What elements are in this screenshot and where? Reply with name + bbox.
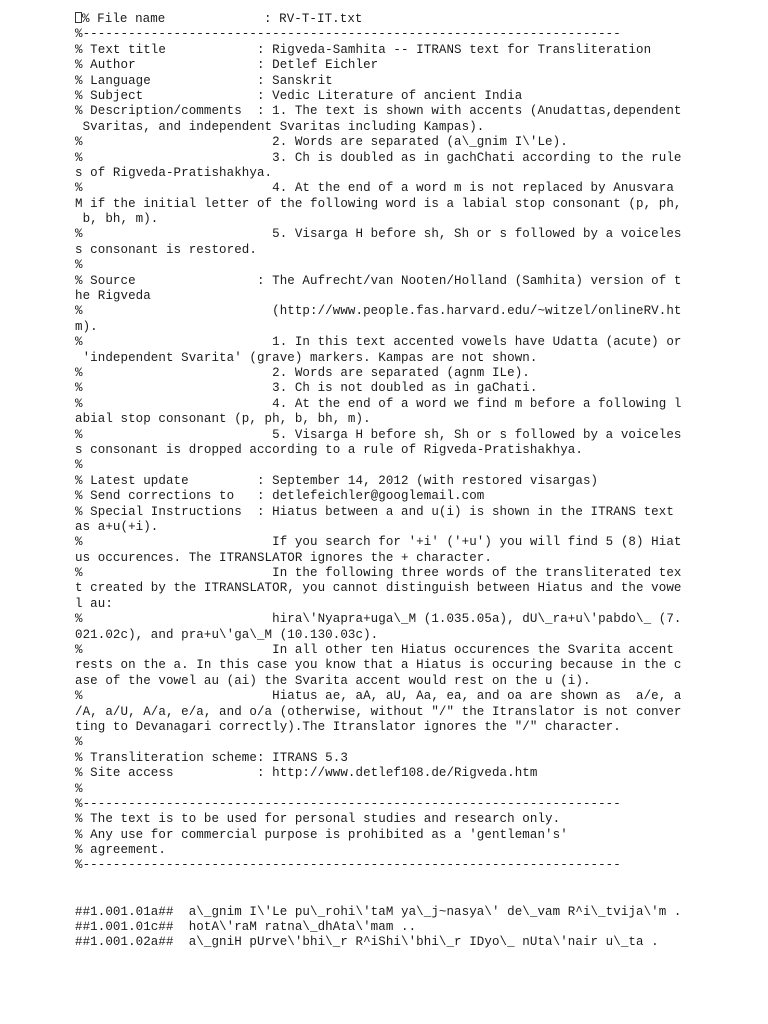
text-line	[0, 58, 768, 73]
line-text: % In all other ten Hiatus occurences the Svarita accent	[75, 643, 674, 658]
text-document	[0, 12, 768, 951]
text-line	[0, 612, 768, 627]
text-line	[0, 166, 768, 181]
text-line	[0, 705, 768, 720]
text-line	[0, 828, 768, 843]
line-text: us occurences. The ITRANSLATOR ignores the + character.	[75, 550, 492, 565]
line-text: % 4. At the end of a word we find m before a following l	[75, 396, 682, 411]
line-text: % Source : The Aufrecht/van Nooten/Holland (Samhita) version of t	[75, 273, 682, 288]
line-text: 'independent Svarita' (grave) markers. Kampas are not shown.	[75, 350, 538, 365]
text-line	[0, 428, 768, 443]
text-line	[0, 551, 768, 566]
text-line	[0, 104, 768, 119]
text-line	[0, 628, 768, 643]
text-line	[0, 474, 768, 489]
text-line	[0, 274, 768, 289]
line-text: % In the following three words of the transliterated tex	[75, 566, 682, 581]
text-line	[0, 181, 768, 196]
line-text: % hira\'Nyapra+uga\_M (1.035.05a), dU\_ra+u\'pabdo\_ (7.	[75, 612, 682, 627]
line-text: b, bh, m).	[75, 212, 159, 227]
text-line	[0, 597, 768, 612]
line-text: % Author : Detlef Eichler	[75, 58, 379, 73]
text-line	[0, 505, 768, 520]
line-text: % Subject : Vedic Literature of ancient India	[75, 88, 523, 103]
text-line	[0, 397, 768, 412]
line-text: % 5. Visarga H before sh, Sh or s followed by a voiceles	[75, 427, 682, 442]
text-line	[0, 212, 768, 227]
text-line	[0, 735, 768, 750]
line-text: % Language : Sanskrit	[75, 73, 333, 88]
text-line	[0, 381, 768, 396]
text-line	[0, 289, 768, 304]
line-text: % 3. Ch is not doubled as in gaChati.	[75, 381, 538, 396]
text-line	[0, 751, 768, 766]
line-text: % Transliteration scheme: ITRANS 5.3	[75, 750, 348, 765]
line-text: abial stop consonant (p, ph, b, bh, m).	[75, 412, 371, 427]
line-text: l au:	[75, 596, 113, 611]
line-text: 021.02c), and pra+u\'ga\_M (10.130.03c).	[75, 627, 379, 642]
line-text: % Send corrections to : detlefeichler@googlemail.com	[75, 489, 485, 504]
text-line	[0, 782, 768, 797]
line-text: % 1. In this text accented vowels have Udatta (acute) or	[75, 335, 682, 350]
line-text: s consonant is restored.	[75, 242, 257, 257]
line-text: s consonant is dropped according to a rule of Rigveda-Pratishakhya.	[75, 442, 583, 457]
line-text: % Latest update : September 14, 2012 (with restored visargas)	[75, 473, 599, 488]
line-text: % 2. Words are separated (a\_gnim I\'Le).	[75, 135, 568, 150]
line-text: % 5. Visarga H before sh, Sh or s followed by a voiceles	[75, 227, 682, 242]
text-line	[0, 843, 768, 858]
text-line	[0, 243, 768, 258]
line-text: %	[75, 735, 83, 750]
text-line	[0, 197, 768, 212]
line-text: %	[75, 258, 83, 273]
line-text: % 4. At the end of a word m is not replaced by Anusvara	[75, 181, 674, 196]
text-line	[0, 720, 768, 735]
text-line	[0, 889, 768, 904]
text-line	[0, 74, 768, 89]
line-text: s of Rigveda-Pratishakhya.	[75, 165, 273, 180]
line-text: ting to Devanagari correctly).The Itranslator ignores the "/" character.	[75, 719, 621, 734]
line-text: %-----------------------------------------------------------------------	[75, 27, 621, 42]
text-line	[0, 120, 768, 135]
text-line	[0, 335, 768, 350]
text-line	[0, 151, 768, 166]
line-text: % Any use for commercial purpose is prohibited as a 'gentleman's'	[75, 827, 568, 842]
line-text: % agreement.	[75, 843, 166, 858]
line-text: % Description/comments : 1. The text is shown with accents (Anudattas,dependent	[75, 104, 682, 119]
text-line	[0, 227, 768, 242]
text-line	[0, 658, 768, 673]
text-line	[0, 874, 768, 889]
text-line	[0, 304, 768, 319]
text-line	[0, 12, 768, 27]
line-text: ##1.001.01a## a\_gnim I\'Le pu\_rohi\'taM ya\_j~nasya\' de\_vam R^i\_tvija\'m .	[75, 904, 682, 919]
line-text: % 2. Words are separated (agnm ILe).	[75, 365, 530, 380]
line-text: rests on the a. In this case you know that a Hiatus is occuring because in the c	[75, 658, 682, 673]
line-text: % If you search for '+i' ('+u') you will find 5 (8) Hiat	[75, 535, 682, 550]
line-text: ase of the vowel au (ai) the Svarita accent would rest on the u (i).	[75, 673, 591, 688]
text-line	[0, 412, 768, 427]
line-text: % (http://www.people.fas.harvard.edu/~witzel/onlineRV.ht	[75, 304, 682, 319]
text-line	[0, 89, 768, 104]
line-text: %	[75, 458, 83, 473]
line-text: % The text is to be used for personal studies and research only.	[75, 812, 561, 827]
text-line	[0, 674, 768, 689]
line-text: % Special Instructions : Hiatus between a and u(i) is shown in the ITRANS text	[75, 504, 674, 519]
line-text: % File name : RV-T-IT.txt	[82, 12, 363, 26]
text-line	[0, 581, 768, 596]
text-line	[0, 797, 768, 812]
line-text: ##1.001.02a## a\_gniH pUrve\'bhi\_r R^iShi\'bhi\_r IDyo\_ nUta\'nair u\_ta .	[75, 935, 659, 950]
line-text: % Site access : http://www.detlef108.de/Rigveda.htm	[75, 766, 538, 781]
text-line	[0, 443, 768, 458]
text-line	[0, 135, 768, 150]
text-line	[0, 458, 768, 473]
text-line	[0, 858, 768, 873]
line-text: %-----------------------------------------------------------------------	[75, 858, 621, 873]
text-line	[0, 812, 768, 827]
text-line	[0, 689, 768, 704]
text-line	[0, 351, 768, 366]
text-line	[0, 905, 768, 920]
text-line	[0, 27, 768, 42]
text-line	[0, 320, 768, 335]
line-text: as a+u(+i).	[75, 519, 159, 534]
text-line	[0, 489, 768, 504]
text-line	[0, 43, 768, 58]
line-text: % Hiatus ae, aA, aU, Aa, ea, and oa are shown as a/e, a	[75, 689, 682, 704]
text-line	[0, 520, 768, 535]
text-line	[0, 566, 768, 581]
line-text: /A, a/U, A/a, e/a, and o/a (otherwise, without "/" the Itranslator is not conver	[75, 704, 682, 719]
line-text: Svaritas, and independent Svaritas including Kampas).	[75, 119, 485, 134]
line-text: %-----------------------------------------------------------------------	[75, 796, 621, 811]
missing-glyph-icon	[75, 12, 82, 23]
line-text: %	[75, 781, 83, 796]
line-text: % Text title : Rigveda-Samhita -- ITRANS text for Transliteration	[75, 42, 652, 57]
line-text: % 3. Ch is doubled as in gachChati according to the rule	[75, 150, 682, 165]
line-text: M if the initial letter of the following word is a labial stop consonant (p, ph,	[75, 196, 682, 211]
text-line	[0, 935, 768, 950]
line-text: t created by the ITRANSLATOR, you cannot distinguish between Hiatus and the vowe	[75, 581, 682, 596]
text-line	[0, 535, 768, 550]
text-line	[0, 766, 768, 781]
line-text: he Rigveda	[75, 289, 151, 304]
text-line	[0, 643, 768, 658]
text-line	[0, 366, 768, 381]
text-line	[0, 920, 768, 935]
line-text: m).	[75, 319, 98, 334]
line-text: ##1.001.01c## hotA\'raM ratna\_dhAta\'mam ..	[75, 920, 417, 935]
text-line	[0, 258, 768, 273]
